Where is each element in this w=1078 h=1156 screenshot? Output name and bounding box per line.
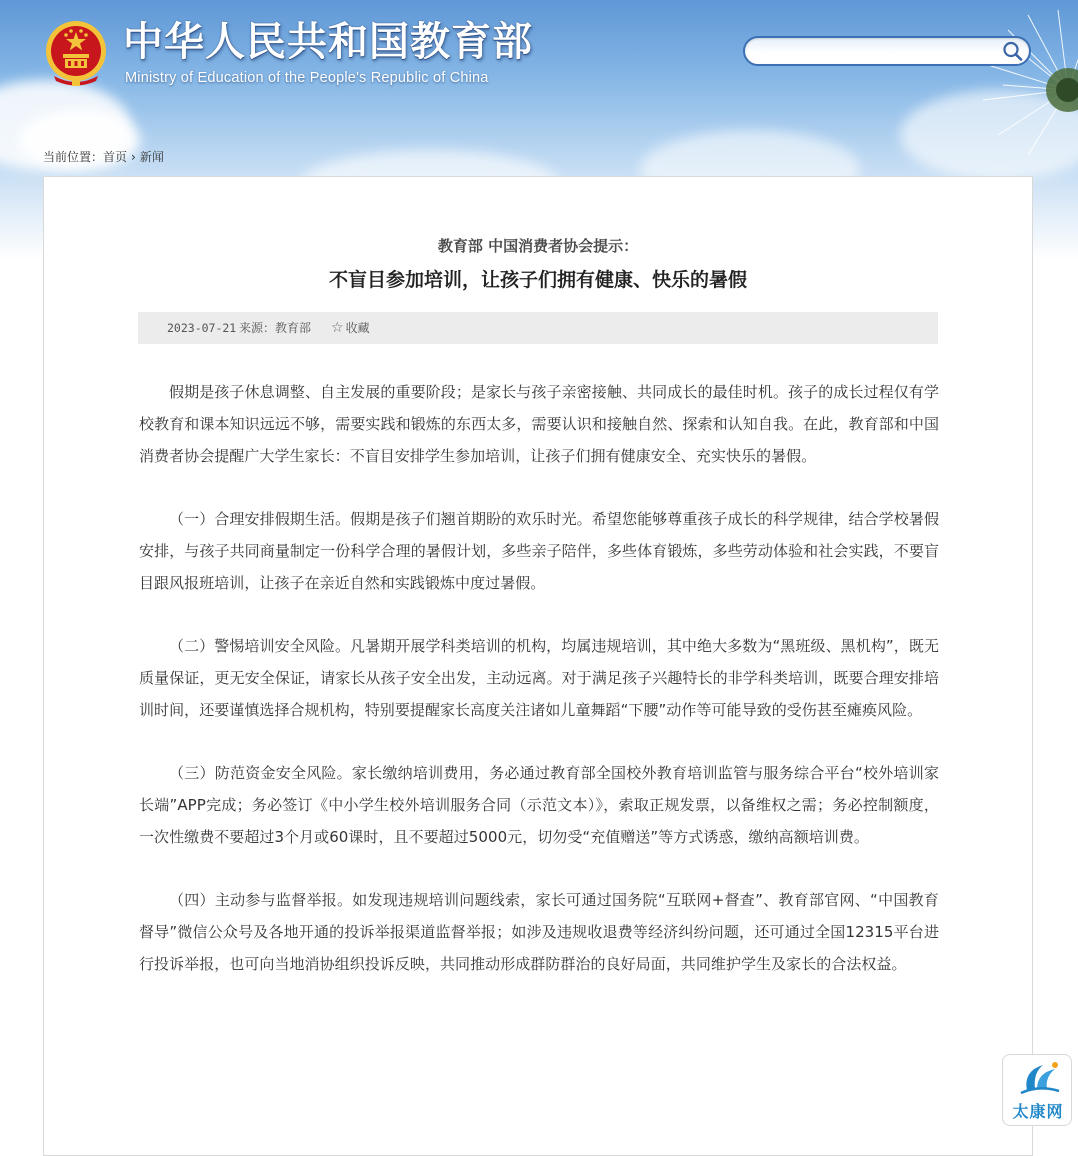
article-paragraph: （二）警惕培训安全风险。凡暑期开展学科类培训的机构，均属违规培训，其中绝大多数为“黑班级、黑机构”，既无质量保证，更无安全保证，请家长从孩子安全出发，主动远离。对于满足孩子兴趣特长的非学科类培训，既要合理安排培训时间，还要谨慎选择合规机构，特别要提醒家长高度关注诸如儿童舞蹈“下腰”动作等可能导致的受伤甚至瘫痪风险。 xyxy=(139,637,939,719)
article-meta-bar xyxy=(138,312,938,344)
article-paragraph: 假期是孩子休息调整、自主发展的重要阶段；是家长与孩子亲密接触、共同成长的最佳时机。孩子的成长过程仅有学校教育和课本知识远远不够，需要实践和锻炼的东西太多，需要认识和接触自然、探索和认知自我。在此，教育部和中国消费者协会提醒广大学生家长：不盲目安排学生参加培训，让孩子们拥有健康安全、充实快乐的暑假。 xyxy=(139,383,939,465)
breadcrumb-news-link[interactable]: 新闻 xyxy=(139,150,164,164)
article-source: 来源：教育部 xyxy=(239,321,312,335)
breadcrumb-separator: › xyxy=(131,150,136,164)
article-body xyxy=(139,376,939,1011)
search-icon[interactable] xyxy=(1001,40,1025,62)
breadcrumb-home-link[interactable]: 首页 xyxy=(103,150,128,164)
watermark-badge xyxy=(1002,1054,1072,1126)
dandelion-decoration xyxy=(968,10,1078,160)
article-paragraph: （三）防范资金安全风险。家长缴纳培训费用，务必通过教育部全国校外教育培训监管与服务综合平台“校外培训家长端”APP完成；务必签订《中小学生校外培训服务合同（示范文本）》，索取正规发票，以备维权之需；务必控制额度，一次性缴费不要超过3个月或60课时，且不要超过5000元，切勿受“充值赠送”等方式诱惑，缴纳高额培训费。 xyxy=(139,764,939,846)
breadcrumb-label: 当前位置： xyxy=(43,150,104,164)
article-kicker: 教育部 中国消费者协会提示： xyxy=(437,237,639,255)
taikang-logo-icon xyxy=(1003,1055,1073,1099)
star-outline-icon: ☆ xyxy=(331,320,344,336)
breadcrumb xyxy=(43,148,164,165)
article-date: 2023-07-21 xyxy=(167,321,237,335)
article-paragraph: （四）主动参与监督举报。如发现违规培训问题线索，家长可通过国务院“互联网+督查”、教育部官网、“中国教育督导”微信公众号及各地开通的投诉举报渠道监督举报；如涉及违规收退费等经济纠纷问题，还可通过全国12315平台进行投诉举报，也可向当地消协组织投诉反映，共同推动形成群防群治的良好局面，共同维护学生及家长的合法权益。 xyxy=(139,891,939,973)
watermark-text: 太康网 xyxy=(1012,1102,1064,1121)
search-input[interactable] xyxy=(757,41,997,63)
national-emblem-icon xyxy=(44,18,108,88)
favorite-button[interactable] xyxy=(331,312,370,344)
search-box xyxy=(743,36,1031,66)
article-panel xyxy=(43,176,1033,1156)
site-subtitle: Ministry of Education of the People's Republic of China xyxy=(125,70,489,86)
article-title: 不盲目参加培训，让孩子们拥有健康、快乐的暑假 xyxy=(328,269,747,291)
favorite-label: 收藏 xyxy=(345,321,370,335)
article-paragraph: （一）合理安排假期生活。假期是孩子们翘首期盼的欢乐时光。希望您能够尊重孩子成长的科学规律，结合学校暑假安排，与孩子共同商量制定一份科学合理的暑假计划，多些亲子陪伴，多些体育锻炼，多些劳动体验和社会实践，不要盲目跟风报班培训，让孩子在亲近自然和实践锻炼中度过暑假。 xyxy=(139,510,939,592)
site-title[interactable]: 中华人民共和国教育部 xyxy=(123,19,533,65)
